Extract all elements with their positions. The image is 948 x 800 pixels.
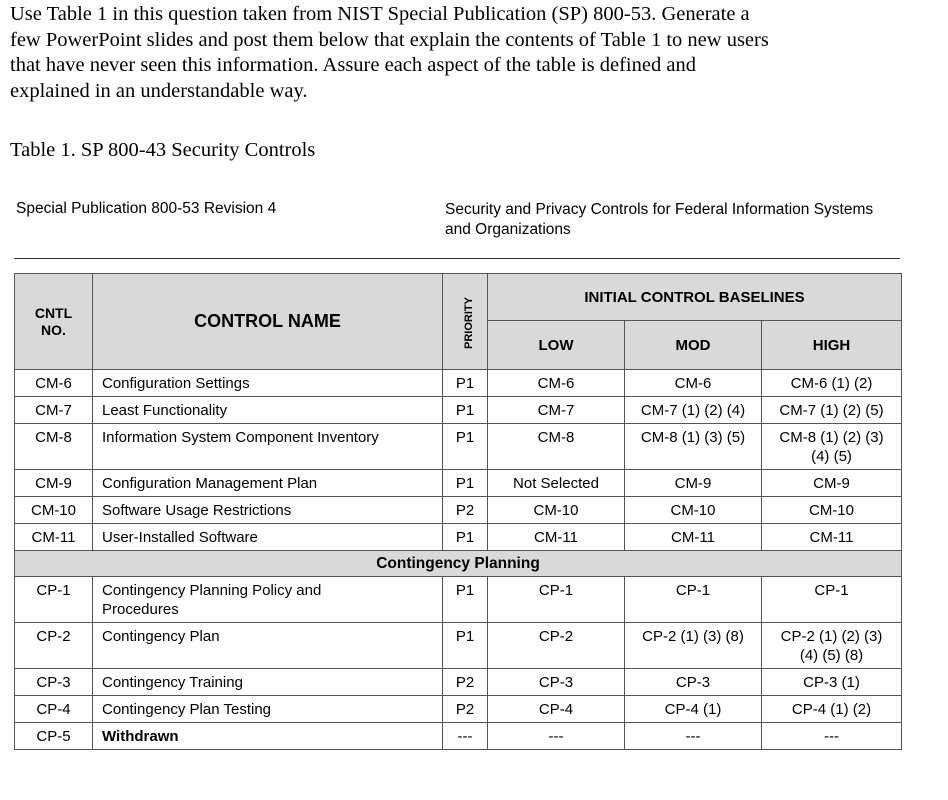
col-header-low: LOW (488, 321, 625, 370)
security-controls-table (14, 273, 902, 750)
col-header-high: HIGH (762, 321, 902, 370)
table-row (15, 669, 902, 696)
cell-high-line: CM-8 (1) (2) (3) (779, 429, 884, 446)
cell-name: User-Installed Software (93, 524, 443, 551)
cell-name: Contingency Training (93, 669, 443, 696)
table-row (15, 470, 902, 497)
header-rule (14, 258, 900, 259)
cell-priority: P1 (443, 623, 488, 669)
doc-header-right-line: Security and Privacy Controls for Federal Information Systems (445, 201, 874, 218)
table-row (15, 723, 902, 750)
cell-no: CM-7 (15, 397, 93, 424)
cell-high: CM-9 (762, 470, 902, 497)
col-header-baselines: INITIAL CONTROL BASELINES (488, 274, 902, 321)
table-row (15, 577, 902, 623)
cell-name: Software Usage Restrictions (93, 497, 443, 524)
cell-high-line: CP-2 (1) (2) (3) (780, 628, 883, 645)
cell-low: CP-4 (488, 696, 625, 723)
section-label: Contingency Planning (15, 551, 902, 577)
cell-no: CM-8 (15, 424, 93, 470)
cell-high: CM-6 (1) (2) (762, 370, 902, 397)
cell-priority: P1 (443, 424, 488, 470)
cell-low: CM-10 (488, 497, 625, 524)
cell-name: Configuration Settings (93, 370, 443, 397)
cell-priority: P1 (443, 470, 488, 497)
col-header-cntl-line: NO. (41, 321, 66, 338)
cell-low: Not Selected (488, 470, 625, 497)
section-row (15, 551, 902, 577)
cell-high-line: (4) (5) (811, 448, 852, 465)
doc-header-left: Special Publication 800-53 Revision 4 (16, 200, 277, 217)
cell-priority: --- (443, 723, 488, 750)
cell-low: CM-8 (488, 424, 625, 470)
cell-name-line: Procedures (102, 601, 179, 618)
cell-name: Information System Component Inventory (93, 424, 443, 470)
cell-high: CM-11 (762, 524, 902, 551)
cell-low: CP-3 (488, 669, 625, 696)
cell-high: CM-7 (1) (2) (5) (762, 397, 902, 424)
cell-high: CP-4 (1) (2) (762, 696, 902, 723)
cell-mod: CM-8 (1) (3) (5) (625, 424, 762, 470)
col-header-mod: MOD (625, 321, 762, 370)
cell-low: CP-1 (488, 577, 625, 623)
cell-no: CP-1 (15, 577, 93, 623)
cell-high: CP-1 (762, 577, 902, 623)
col-header-cntl-line: CNTL (34, 304, 73, 321)
cell-priority: P2 (443, 696, 488, 723)
cell-priority: P1 (443, 397, 488, 424)
question-text (10, 2, 935, 104)
cell-mod: CP-3 (625, 669, 762, 696)
cell-mod: CP-4 (1) (625, 696, 762, 723)
cell-high (762, 623, 902, 669)
question-line: explained in an understandable way. (10, 79, 308, 102)
cell-no: CM-10 (15, 497, 93, 524)
cell-no: CM-11 (15, 524, 93, 551)
cell-priority: P1 (443, 577, 488, 623)
cell-name: Configuration Management Plan (93, 470, 443, 497)
cell-priority: P1 (443, 524, 488, 551)
doc-header-right (445, 200, 915, 240)
table-row (15, 497, 902, 524)
table-row (15, 524, 902, 551)
cell-mod: CM-7 (1) (2) (4) (625, 397, 762, 424)
table-row (15, 623, 902, 669)
question-line: Use Table 1 in this question taken from NIST Special Publication (SP) 800-53. Generate a (10, 3, 750, 25)
cell-name-line: Contingency Planning Policy and (102, 582, 322, 599)
table-caption: Table 1. SP 800-43 Security Controls (10, 139, 316, 161)
col-header-control-name: CONTROL NAME (93, 274, 443, 370)
cell-low: CP-2 (488, 623, 625, 669)
cell-no: CP-3 (15, 669, 93, 696)
cell-name: Withdrawn (93, 723, 443, 750)
table-row (15, 397, 902, 424)
table-row (15, 424, 902, 470)
cell-mod: CM-11 (625, 524, 762, 551)
cell-mod: CM-6 (625, 370, 762, 397)
cell-high-line: (4) (5) (8) (799, 647, 864, 664)
cell-low: --- (488, 723, 625, 750)
cell-high: --- (762, 723, 902, 750)
cell-priority: P1 (443, 370, 488, 397)
cell-name: Least Functionality (93, 397, 443, 424)
cell-mod: CP-1 (625, 577, 762, 623)
cell-priority: P2 (443, 669, 488, 696)
cell-no: CM-6 (15, 370, 93, 397)
cell-no: CP-2 (15, 623, 93, 669)
cell-mod: CM-10 (625, 497, 762, 524)
cell-mod: CM-9 (625, 470, 762, 497)
doc-header-right-line: and Organizations (445, 221, 571, 238)
cell-low: CM-7 (488, 397, 625, 424)
cell-name (93, 577, 443, 623)
table-row (15, 370, 902, 397)
cell-mod: CP-2 (1) (3) (8) (625, 623, 762, 669)
priority-label: PRIORITY (462, 297, 475, 349)
cell-high: CP-3 (1) (762, 669, 902, 696)
table-row (15, 696, 902, 723)
cell-no: CM-9 (15, 470, 93, 497)
cell-high: CM-10 (762, 497, 902, 524)
question-line: that have never seen this information. Assure each aspect of the table is defined and (10, 54, 696, 76)
question-line: few PowerPoint slides and post them below that explain the contents of Table 1 to new users (10, 28, 769, 51)
cell-name: Contingency Plan Testing (93, 696, 443, 723)
cell-no: CP-4 (15, 696, 93, 723)
cell-no: CP-5 (15, 723, 93, 750)
col-header-cntl-no (15, 274, 93, 370)
cell-low: CM-6 (488, 370, 625, 397)
cell-mod: --- (625, 723, 762, 750)
cell-low: CM-11 (488, 524, 625, 551)
cell-high (762, 424, 902, 470)
cell-priority: P2 (443, 497, 488, 524)
cell-name: Contingency Plan (93, 623, 443, 669)
col-header-priority (443, 274, 488, 370)
